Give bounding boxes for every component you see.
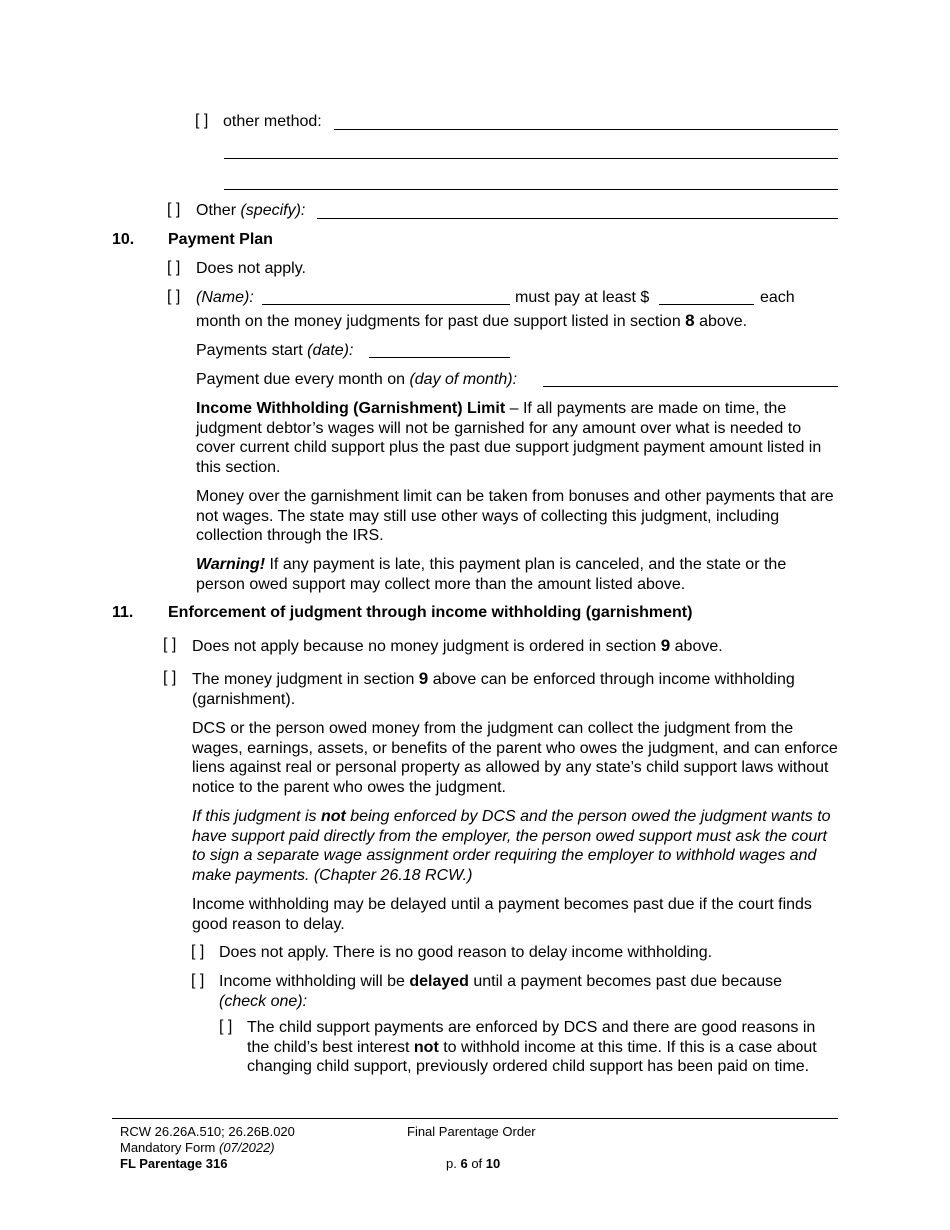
enforcement-dna-label: Does not apply because no money judgment is ordered in section 9 above. [192, 636, 723, 655]
other-specify-field[interactable] [317, 218, 838, 219]
payment-due-label: Payment due every month on (day of month): [196, 371, 518, 388]
must-pay-label: must pay at least $ [515, 289, 650, 306]
footer-title: Final Parentage Order [407, 1124, 536, 1139]
dcs-reason-checkbox[interactable]: [ ] [219, 1018, 233, 1035]
dcs-reason-text: The child support payments are enforced by DCS and there are good reasons in the child’s best interest not to withhold income at this time. If this is a case about changing child support, previously ordered child support has been paid on time. [247, 1019, 817, 1076]
payment-due-field[interactable] [543, 386, 838, 387]
other-method-field-2[interactable] [224, 158, 838, 159]
section-10-title: Payment Plan [168, 231, 273, 248]
name-label: (Name): [196, 289, 254, 306]
section-10-number: 10. [112, 231, 135, 248]
other-checkbox[interactable]: [ ] [167, 201, 181, 218]
section-11-title: Enforcement of judgment through income withholding (garnishment) [168, 604, 693, 621]
garnishment-limit-paragraph: Income Withholding (Garnishment) Limit – If all payments are made on time, the judgment debtor’s wages will not be garnished for any amount over what is needed to cover current child support plus the past due support judgment payment amount listed in this section. [196, 400, 822, 476]
name-field[interactable] [262, 304, 510, 305]
each-label: each [760, 289, 795, 306]
enforcement-dna-checkbox[interactable]: [ ] [163, 636, 177, 653]
footer-rcw: RCW 26.26A.510; 26.26B.020 [120, 1124, 295, 1139]
dcs-collection-paragraph: DCS or the person owed money from the judgment can collect the judgment from the wages, earnings, assets, or benefits of the parent who owes the judgment, and can enforce liens against real or personal property as allowed by any state’s child support laws without notice to the parent who owes the judgment. [192, 720, 838, 796]
other-method-field-1[interactable] [334, 129, 838, 130]
wage-assignment-paragraph: If this judgment is not being enforced by DCS and the person owed the judgment wants to have support paid directly from the employer, the person owed support must ask the court to sign a separate wage assignment order requiring the employer to withhold wages and make payments. (Chapter 26.18 RCW.) [192, 808, 831, 884]
payment-plan-dna-checkbox[interactable]: [ ] [167, 259, 181, 276]
no-delay-label: Does not apply. There is no good reason to delay income withholding. [219, 944, 713, 961]
payment-plan-dna-label: Does not apply. [196, 260, 306, 277]
payments-start-field[interactable] [369, 357, 510, 358]
delayed-checkbox[interactable]: [ ] [191, 972, 205, 989]
enforcement-checkbox[interactable]: [ ] [163, 669, 177, 686]
payments-start-label: Payments start (date): [196, 342, 354, 359]
other-method-checkbox[interactable]: [ ] [195, 112, 209, 129]
amount-field[interactable] [659, 304, 754, 305]
footer-mandatory-form: Mandatory Form (07/2022) [120, 1140, 275, 1155]
delay-paragraph: Income withholding may be delayed until a payment becomes past due if the court finds good reason to delay. [192, 896, 812, 933]
enforcement-text: The money judgment in section 9 above can be enforced through income withholding (garnishment). [192, 669, 795, 708]
section-11-number: 11. [112, 604, 134, 621]
other-method-label: other method: [223, 113, 322, 130]
payment-plan-checkbox[interactable]: [ ] [167, 288, 181, 305]
warning-paragraph: Warning! If any payment is late, this payment plan is canceled, and the state or the person owed support may collect more than the amount listed above. [196, 556, 787, 593]
delayed-label: Income withholding will be delayed until a payment becomes past due because (check one): [219, 973, 783, 1010]
footer-form-id: FL Parentage 316 [120, 1156, 228, 1171]
month-judgment-text: month on the money judgments for past due support listed in section 8 above. [196, 311, 748, 330]
footer-rule [112, 1118, 838, 1119]
other-method-field-3[interactable] [224, 189, 838, 190]
other-label: Other (specify): [196, 202, 306, 219]
footer-page-number: p. 6 of 10 [446, 1156, 501, 1171]
money-over-limit-paragraph: Money over the garnishment limit can be taken from bonuses and other payments that are not wages. The state may still use other ways of collecting this judgment, including collection through the IRS. [196, 488, 834, 545]
no-delay-checkbox[interactable]: [ ] [191, 943, 205, 960]
